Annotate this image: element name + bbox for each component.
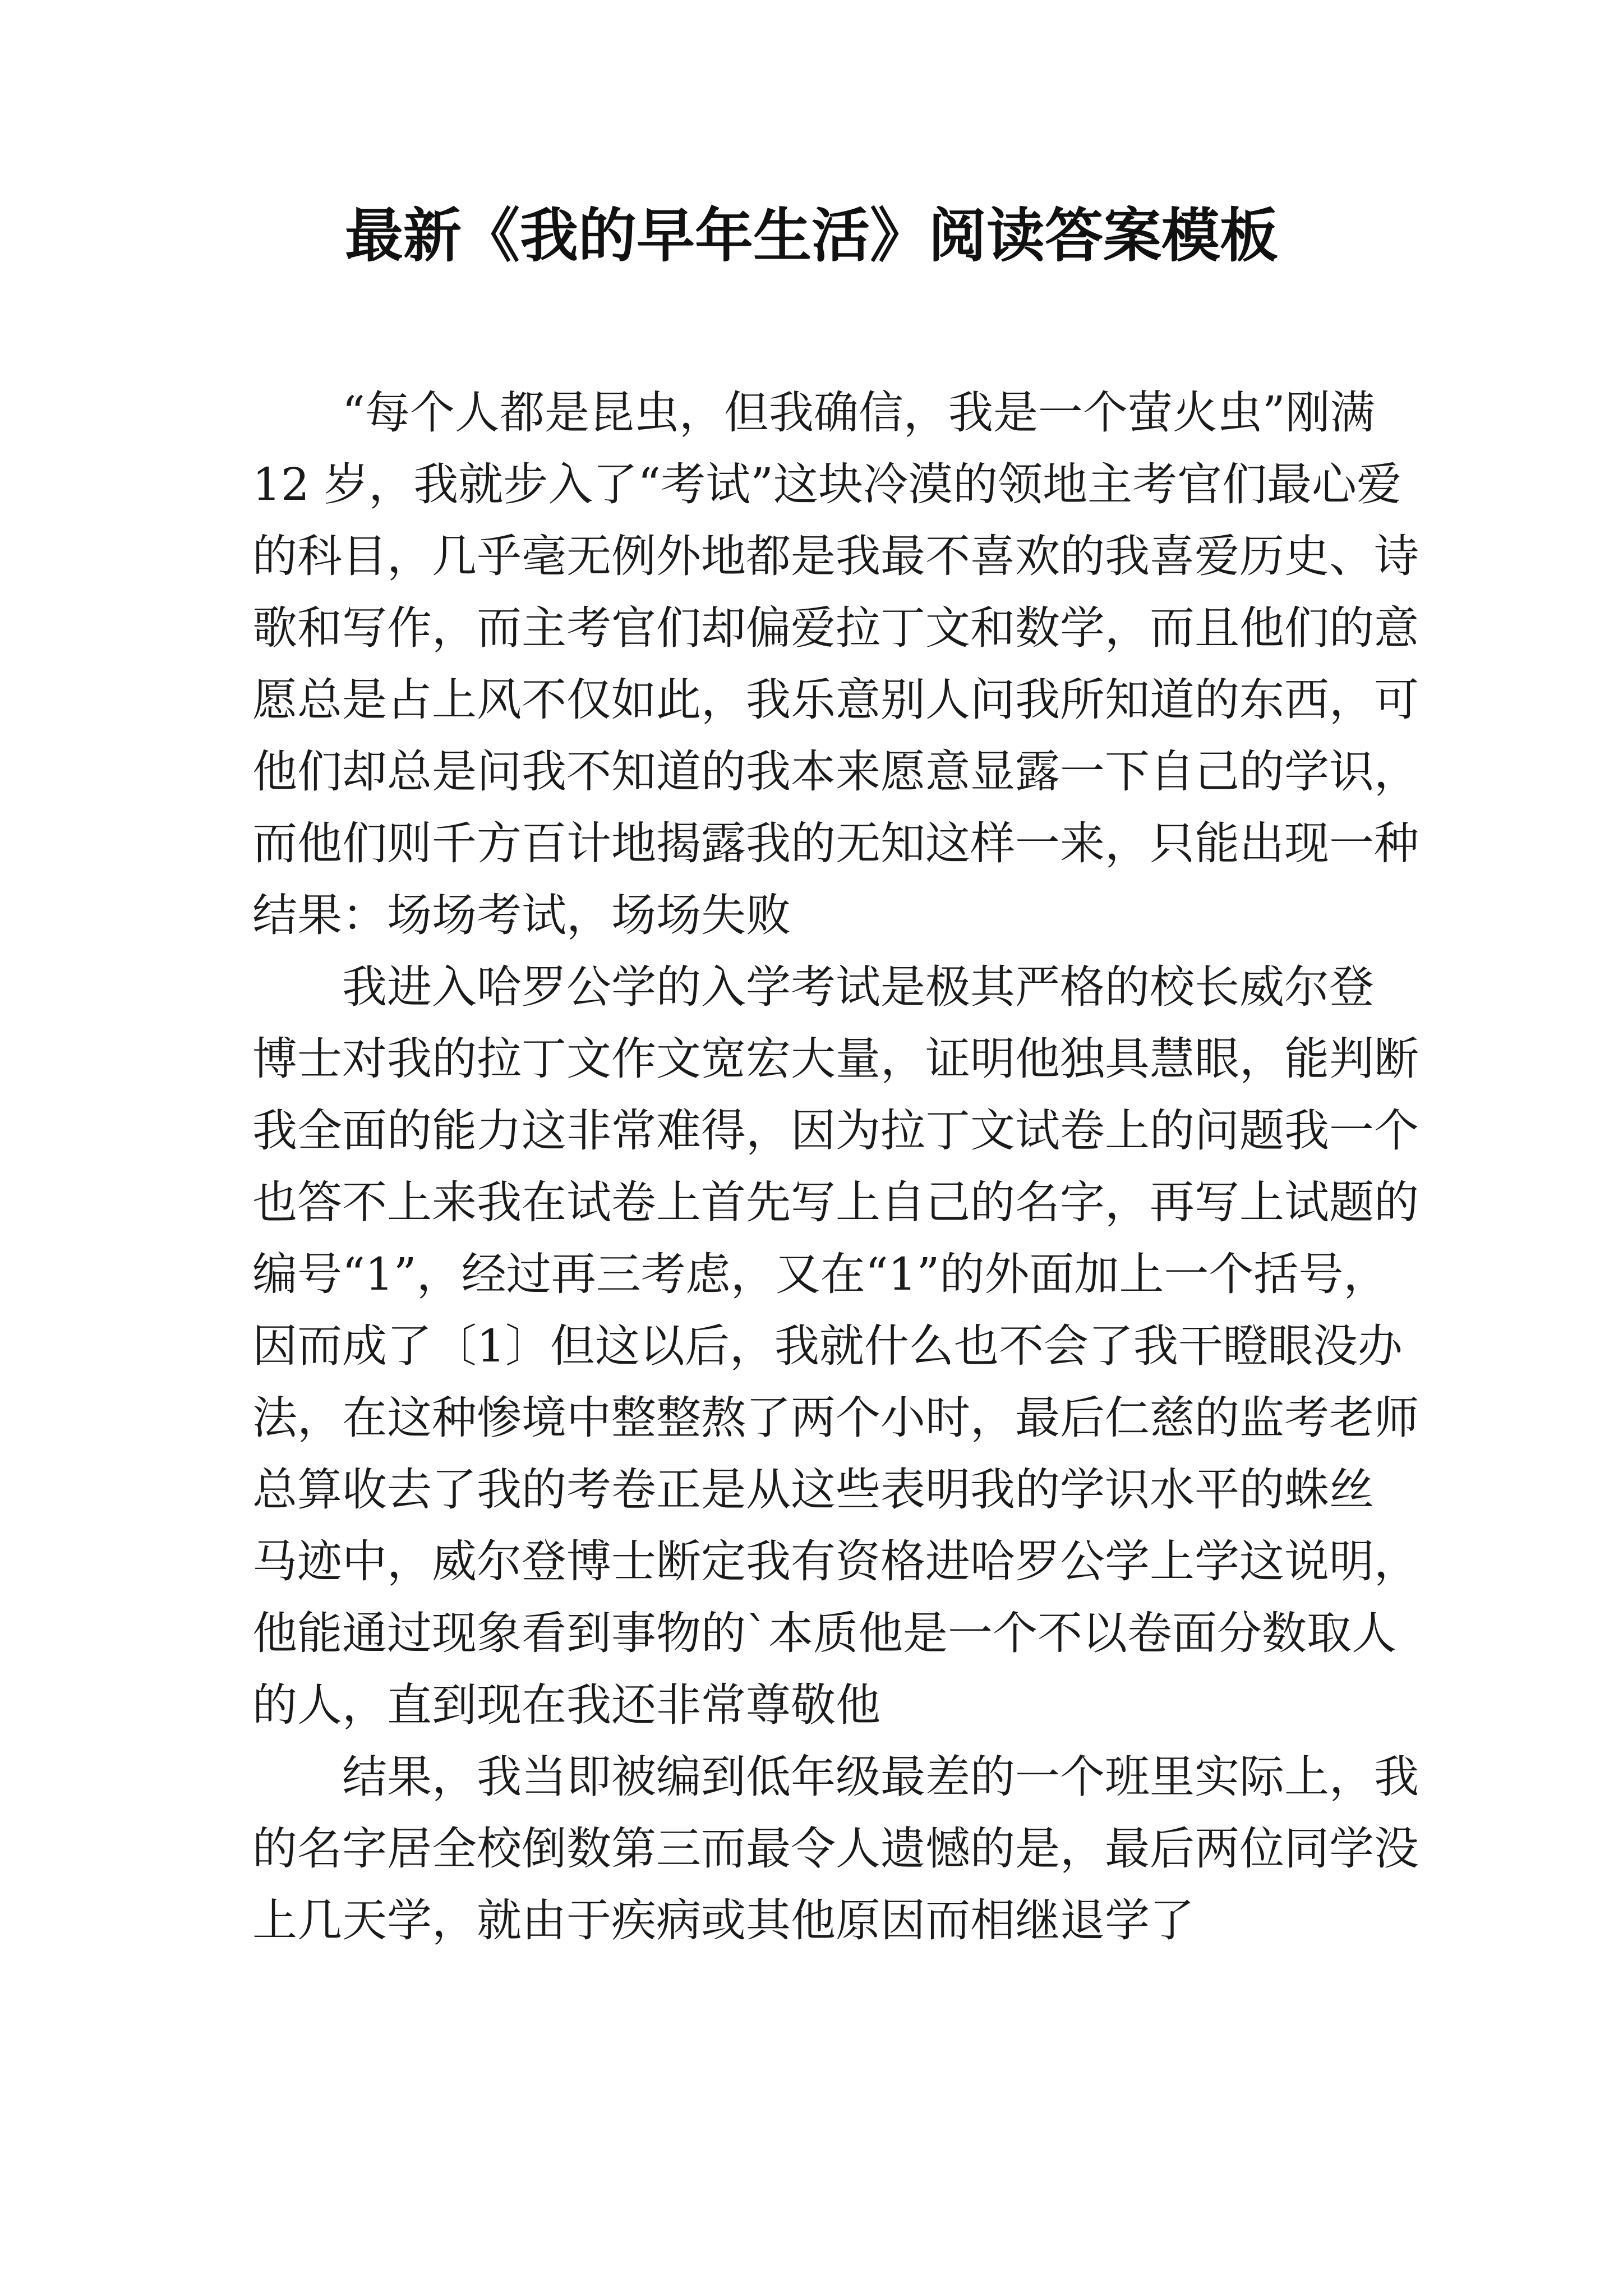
paragraph-line: 博士对我的拉丁文作文宽宏大量，证明他独具慧眼，能判断 <box>252 1033 1419 1085</box>
paragraph-line: 歌和写作，而主考官们却偏爱拉丁文和数学，而且他们的意 <box>252 602 1419 654</box>
paragraph-line: 上几天学，就由于疾病或其他原因而相继退学了 <box>252 1894 1195 1947</box>
paragraph-1 <box>252 377 1419 951</box>
paragraph-line: 结果，我当即被编到低年级最差的一个班里实际上，我 <box>342 1751 1419 1803</box>
paragraph-line: 总算收去了我的考卷正是从这些表明我的学识水平的蛛丝 <box>252 1464 1374 1516</box>
document-title: 最新《我的早年生活》阅读答案模板 <box>344 201 1278 270</box>
paragraph-3 <box>252 1741 1419 1957</box>
paragraph-line: 也答不上来我在试卷上首先写上自己的名字，再写上试题的 <box>252 1176 1419 1228</box>
paragraph-line: 他们却总是问我不知道的我本来愿意显露一下自己的学识， <box>252 746 1419 798</box>
paragraph-line: 编号“1”，经过再三考虑，又在“1”的外面加上一个括号， <box>252 1248 1389 1300</box>
paragraph-line: 因而成了〔1〕但这以后，我就什么也不会了我干瞪眼没办 <box>252 1320 1403 1372</box>
paragraph-line: 的人，直到现在我还非常尊敬他 <box>252 1679 880 1731</box>
paragraph-line: “每个人都是昆虫，但我确信，我是一个萤火虫”刚满 <box>342 386 1375 439</box>
paragraph-line: 法，在这种惨境中整整熬了两个小时，最后仁慈的监考老师 <box>252 1392 1419 1444</box>
paragraph-line: 的科目，几乎毫无例外地都是我最不喜欢的我喜爱历史、诗 <box>252 530 1419 582</box>
paragraph-line: 而他们则千方百计地揭露我的无知这样一来，只能出现一种 <box>252 817 1419 869</box>
paragraph-line: 愿总是占上风不仅如此，我乐意别人问我所知道的东西，可 <box>252 674 1419 726</box>
paragraph-2 <box>252 951 1419 1741</box>
document-body <box>252 377 1419 1957</box>
paragraph-line: 我全面的能力这非常难得，因为拉丁文试卷上的问题我一个 <box>252 1105 1419 1157</box>
paragraph-line: 的名字居全校倒数第三而最令人遗憾的是，最后两位同学没 <box>252 1823 1419 1875</box>
paragraph-line: 结果：场场考试，场场失败 <box>252 889 791 941</box>
paragraph-line: 12 岁，我就步入了“考试”这块冷漠的领地主考官们最心爱 <box>252 458 1402 510</box>
paragraph-line: 我进入哈罗公学的入学考试是极其严格的校长威尔登 <box>342 961 1374 1013</box>
paragraph-line: 他能通过现象看到事物的`本质他是一个不以卷面分数取人 <box>252 1607 1396 1659</box>
paragraph-line: 马迹中，威尔登博士断定我有资格进哈罗公学上学这说明， <box>252 1535 1419 1588</box>
